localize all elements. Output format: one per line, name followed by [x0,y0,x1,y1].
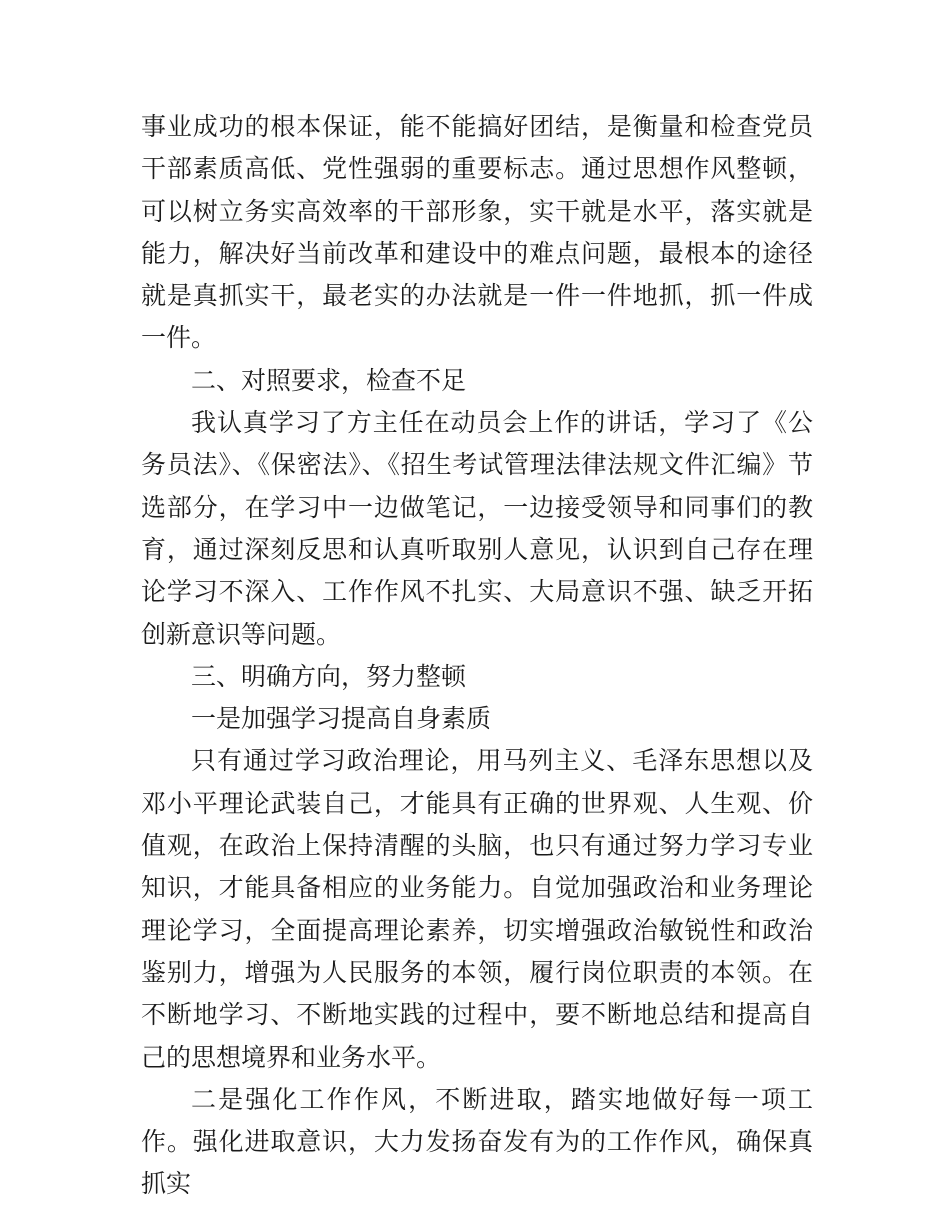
subheading-1: 一是加强学习提高自身素质 [191,704,492,734]
section-heading-3: 三、明确方向，努力整顿 [191,661,467,691]
paragraph-work-style: 二是强化工作作风，不断进取，踏实地做好每一项工作。强化进取意识，大力发扬奋发有为的工作作风，确保真抓实 [141,1084,813,1199]
paragraph-continuation: 事业成功的根本保证，能不能搞好团结，是衡量和检查党员干部素质高低、党性强弱的重要标志。通过思想作风整顿，可以树立务实高效率的干部形象，实干就是水平，落实就是能力，解决好当前改革和建设中的难点问题，最根本的途径就是真抓实干，最老实的办法就是一件一件地抓，抓一件成一件。 [141,112,813,353]
document-body [141,106,813,1206]
paragraph-theory: 只有通过学习政治理论，用马列主义、毛泽东思想以及邓小平理论武装自己，才能具有正确的世界观、人生观、价值观，在政治上保持清醒的头脑，也只有通过努力学习专业知识，才能具备相应的业务能力。自觉加强政治和业务理论理论学习，全面提高理论素养，切实增强政治敏锐性和政治鉴别力，增强为人民服务的本领，履行岗位职责的本领。在不断地学习、不断地实践的过程中，要不断地总结和提高自己的思想境界和业务水平。 [141,746,813,1072]
section-heading-2: 二、对照要求，检查不足 [191,365,467,395]
paragraph-study: 我认真学习了方主任在动员会上作的讲话，学习了《公务员法》、《保密法》、《招生考试管理法律法规文件汇编》节选部分，在学习中一边做笔记，一边接受领导和同事们的教育，通过深刻反思和认真听取别人意见，认识到自己存在理论学习不深入、工作作风不扎实、大局意识不强、缺乏开拓创新意识等问题。 [141,408,813,649]
